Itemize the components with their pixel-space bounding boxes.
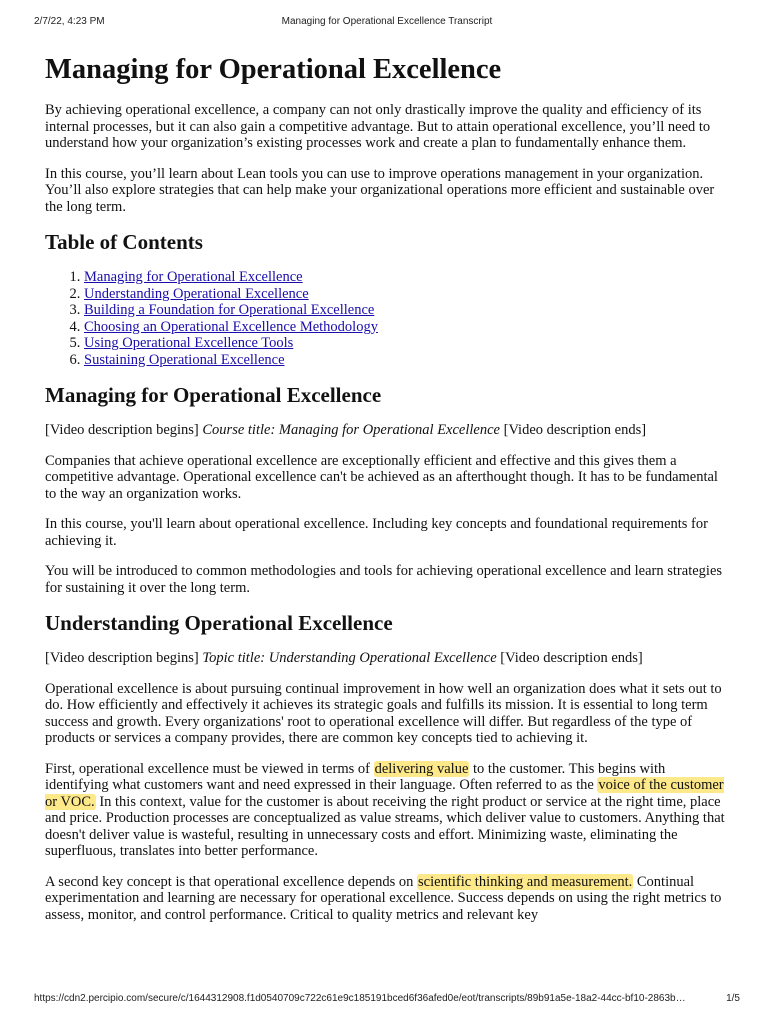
toc-link-managing[interactable]: Managing for Operational Excellence [84, 269, 303, 285]
body-text: First, operational excellence must be viewed in terms of [45, 760, 370, 777]
body-text: Continual experimentation and learning are necessary for operational excellence. Success depends on using the right metrics to assess, monitor, and control performance. Critical to quality metrics and relevant key [45, 873, 722, 923]
body-paragraph: Operational excellence is about pursuing continual improvement in how well an organization does what it sets out to do. How efficiently and effectively it achieves its strategic goals and fulfills its mission. It is essential to long term success and growth. Every organizations' root to operational excellence will differ. But regardless of the type of products or services a company provides, there are common key concepts tied to achieving it. [45, 680, 722, 746]
print-url: https://cdn2.percipio.com/secure/c/1644312908.f1d0540709c722c61e9c185191bced6f36afed0e/eot/transcripts/89b91a5e-18a2-44cc-bf10-2863b… [34, 993, 686, 1004]
toc-item [84, 335, 727, 352]
document-content [45, 52, 727, 937]
toc-link-using-tools[interactable]: Using Operational Excellence Tools [84, 335, 294, 351]
body-paragraph: You will be introduced to common methodologies and tools for achieving operational excellence and learn strategies for sustaining it over the long term. [45, 563, 723, 596]
highlight-voice-of-customer: voice of the customer or VOC. [45, 777, 724, 810]
body-paragraph: In this course, you'll learn about operational excellence. Including key concepts and foundational requirements for achieving it. [45, 516, 708, 549]
body-paragraph [45, 761, 727, 860]
video-description-end: [Video description ends] [503, 422, 647, 438]
body-paragraph [45, 874, 727, 924]
print-document-title: Managing for Operational Excellence Transcript [281, 16, 493, 27]
video-description-begin: [Video description begins] [45, 422, 199, 438]
toc-item [84, 302, 727, 319]
page-number: 1/5 [726, 993, 740, 1004]
toc-link-choosing-methodology[interactable]: Choosing an Operational Excellence Methodology [84, 318, 378, 335]
toc-item [84, 269, 727, 286]
toc-link-sustaining[interactable]: Sustaining Operational Excellence [84, 351, 285, 368]
intro-paragraph-2: In this course, you’ll learn about Lean tools you can use to improve operations management in your organization. You’ll also explore strategies that can help make your organizational operations more efficient and sustainable over the long term. [45, 165, 715, 215]
toc-item [84, 319, 727, 336]
toc-link-understanding[interactable]: Understanding Operational Excellence [84, 285, 309, 302]
video-description [45, 422, 727, 439]
highlight-scientific-thinking: scientific thinking and measurement. [418, 873, 633, 890]
video-description [45, 650, 727, 667]
body-paragraph: Companies that achieve operational excellence are exceptionally efficient and effective and this gives them a competitive advantage. Operational excellence can't be achieved as an afterthought though. It has to be fundamental to the way an organization works. [45, 452, 718, 502]
toc-item [84, 286, 727, 303]
section-heading-managing: Managing for Operational Excellence [45, 383, 382, 407]
video-topic-title: Topic title: Understanding Operational Excellence [202, 650, 497, 666]
print-date: 2/7/22, 4:23 PM [34, 16, 105, 27]
body-text: A second key concept is that operational excellence depends on [45, 873, 414, 890]
toc-heading: Table of Contents [45, 230, 203, 254]
toc-link-building-foundation[interactable]: Building a Foundation for Operational Excellence [84, 302, 375, 318]
body-text: to the customer. This begins with identifying what customers want and need expressed in their language. Often referred to as the [45, 760, 666, 793]
video-course-title: Course title: Managing for Operational Excellence [202, 422, 500, 438]
intro-paragraph-1: By achieving operational excellence, a company can not only drastically improve the quality and efficiency of its internal processes, but it can also gain a competitive advantage. But to attain operational excellence, you’ll need to understand how your organization’s existing processes work and create a plan to fundamentally enhance them. [45, 102, 711, 151]
section-heading-understanding: Understanding Operational Excellence [45, 611, 393, 635]
highlight-delivering-value: delivering value [374, 760, 469, 777]
page-title: Managing for Operational Excellence [45, 54, 502, 85]
body-text: In this context, value for the customer is about receiving the right product or service at the right time, place and price. Production processes are conceptualized as value streams, which deliver value to customers. Anything that doesn't deliver value is wasteful, resulting in unnecessary costs and effort. Minimizing waste, eliminating the superfluous, translates into better performance. [45, 793, 725, 859]
video-description-begin: [Video description begins] [45, 650, 199, 666]
toc-item [84, 352, 727, 369]
video-description-end: [Video description ends] [500, 650, 643, 666]
table-of-contents [45, 269, 727, 368]
